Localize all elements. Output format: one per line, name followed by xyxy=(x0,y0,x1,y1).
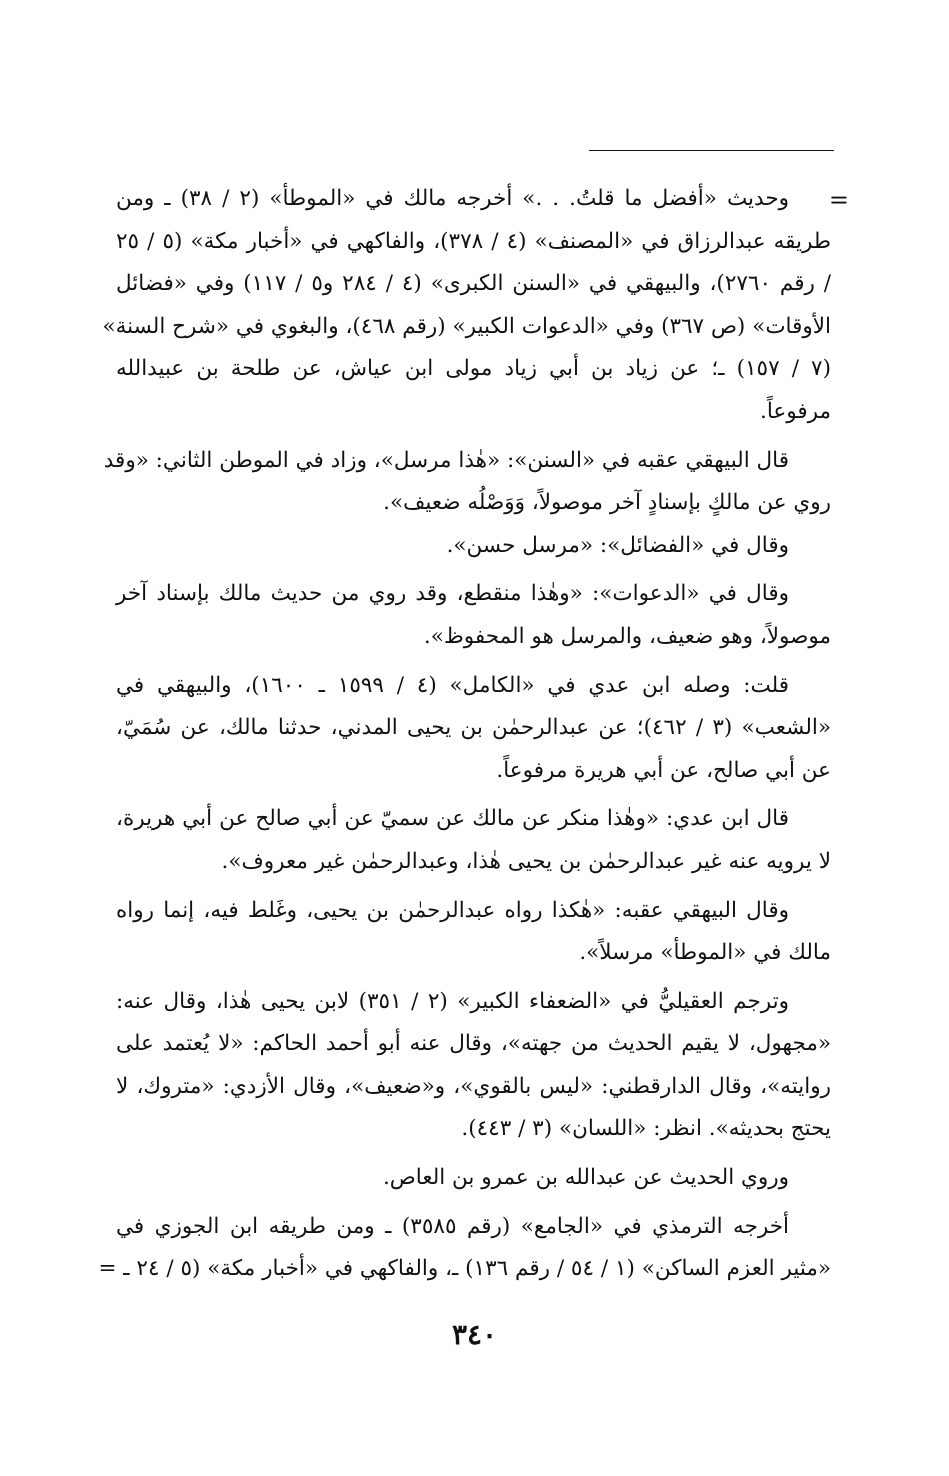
text-line: وقال في «الفضائل»: «مرسل حسن». xyxy=(446,532,789,558)
text-line: مالك في «الموطأ» مرسلاً». xyxy=(579,940,831,966)
text-line: قال ابن عدي: «وهٰذا منكر عن مالك عن سميّ عن أبي صالح عن أبي هريرة، xyxy=(116,806,789,832)
text-line: قلت: وصله ابن عدي في «الكامل» (٤ / ١٥٩٩ ـ ١٦٠٠)، والبيهقي في xyxy=(116,672,789,698)
text-line: وروي الحديث عن عبدالله بن عمرو بن العاص. xyxy=(382,1165,789,1191)
continuation-mark: = xyxy=(828,186,849,214)
text-line: وترجم العقيليُّ في «الضعفاء الكبير» (٢ / ٣٥١) لابن يحيى هٰذا، وقال عنه: xyxy=(116,988,789,1014)
footnote-separator-rule xyxy=(589,150,834,151)
text-line: أخرجه الترمذي في «الجامع» (رقم ٣٥٨٥) ـ ومن طريقه ابن الجوزي في xyxy=(116,1213,789,1239)
text-line: يحتج بحديثه». انظر: «اللسان» (٣ / ٤٤٣). xyxy=(461,1116,831,1142)
text-line: (٧ / ١٥٧) ـ؛ عن زياد بن أبي زياد مولى ابن عياش، عن طلحة بن عبيدالله xyxy=(116,356,831,382)
text-line: «مجهول، لا يقيم الحديث من جهته»، وقال عنه أبو أحمد الحاكم: «لا يُعتمد على xyxy=(116,1031,831,1057)
text-line: طريقه عبدالرزاق في «المصنف» (٤ / ٣٧٨)، والفاكهي في «أخبار مكة» (٥ / ٢٥ xyxy=(116,228,831,254)
text-line: «مثير العزم الساكن» (١ / ٥٤ / رقم ١٣٦) ـ، والفاكهي في «أخبار مكة» (٥ / ٢٤ ـ = xyxy=(98,1256,831,1282)
text-line: وحديث «أفضل ما قلتُ. . .» أخرجه مالك في «الموطأ» (٢ / ٣٨) ـ ومن xyxy=(116,186,789,211)
page-number: ٣٤٠ xyxy=(451,1318,498,1351)
text-line: وقال البيهقي عقبه: «هٰكذا رواه عبدالرحمٰن بن يحيى، وغَلط فيه، إنما رواه xyxy=(116,897,789,923)
text-line: «الشعب» (٣ / ٤٦٢)؛ عن عبدالرحمٰن بن يحيى المدني، حدثنا مالك، عن سُمَيّ، xyxy=(116,715,832,741)
text-line: الأوقات» (ص ٣٦٧) وفي «الدعوات الكبير» (رقم ٤٦٨)، والبغوي في «شرح السنة» xyxy=(102,313,831,339)
text-line: موصولاً، وهو ضعيف، والمرسل هو المحفوظ». xyxy=(423,623,831,649)
text-line: وقال في «الدعوات»: «وهٰذا منقطع، وقد روي من حديث مالك بإسناد آخر xyxy=(116,581,789,607)
footnote-text-block xyxy=(98,178,832,1291)
text-line: روي عن مالكٍ بإسنادٍ آخر موصولاً، وَوَصْلُه ضعيف». xyxy=(383,490,831,516)
text-line: / رقم ٢٧٦٠)، والبيهقي في «السنن الكبرى» (٤ / ٢٨٤ و٥ / ١١٧) وفي «فضائل xyxy=(116,271,832,297)
text-line: لا يرويه عنه غير عبدالرحمٰن بن يحيى هٰذا، وعبدالرحمٰن غير معروف». xyxy=(221,848,831,874)
text-line: مرفوعاً. xyxy=(760,398,831,424)
text-line: عن أبي صالح، عن أبي هريرة مرفوعاً. xyxy=(496,757,831,783)
text-line: قال البيهقي عقبه في «السنن»: «هٰذا مرسل»، وزاد في الموطن الثاني: «وقد xyxy=(103,447,789,473)
text-line: روايته»، وقال الدارقطني: «ليس بالقوي»، و«ضعيف»، وقال الأزدي: «متروك، لا xyxy=(116,1073,831,1099)
